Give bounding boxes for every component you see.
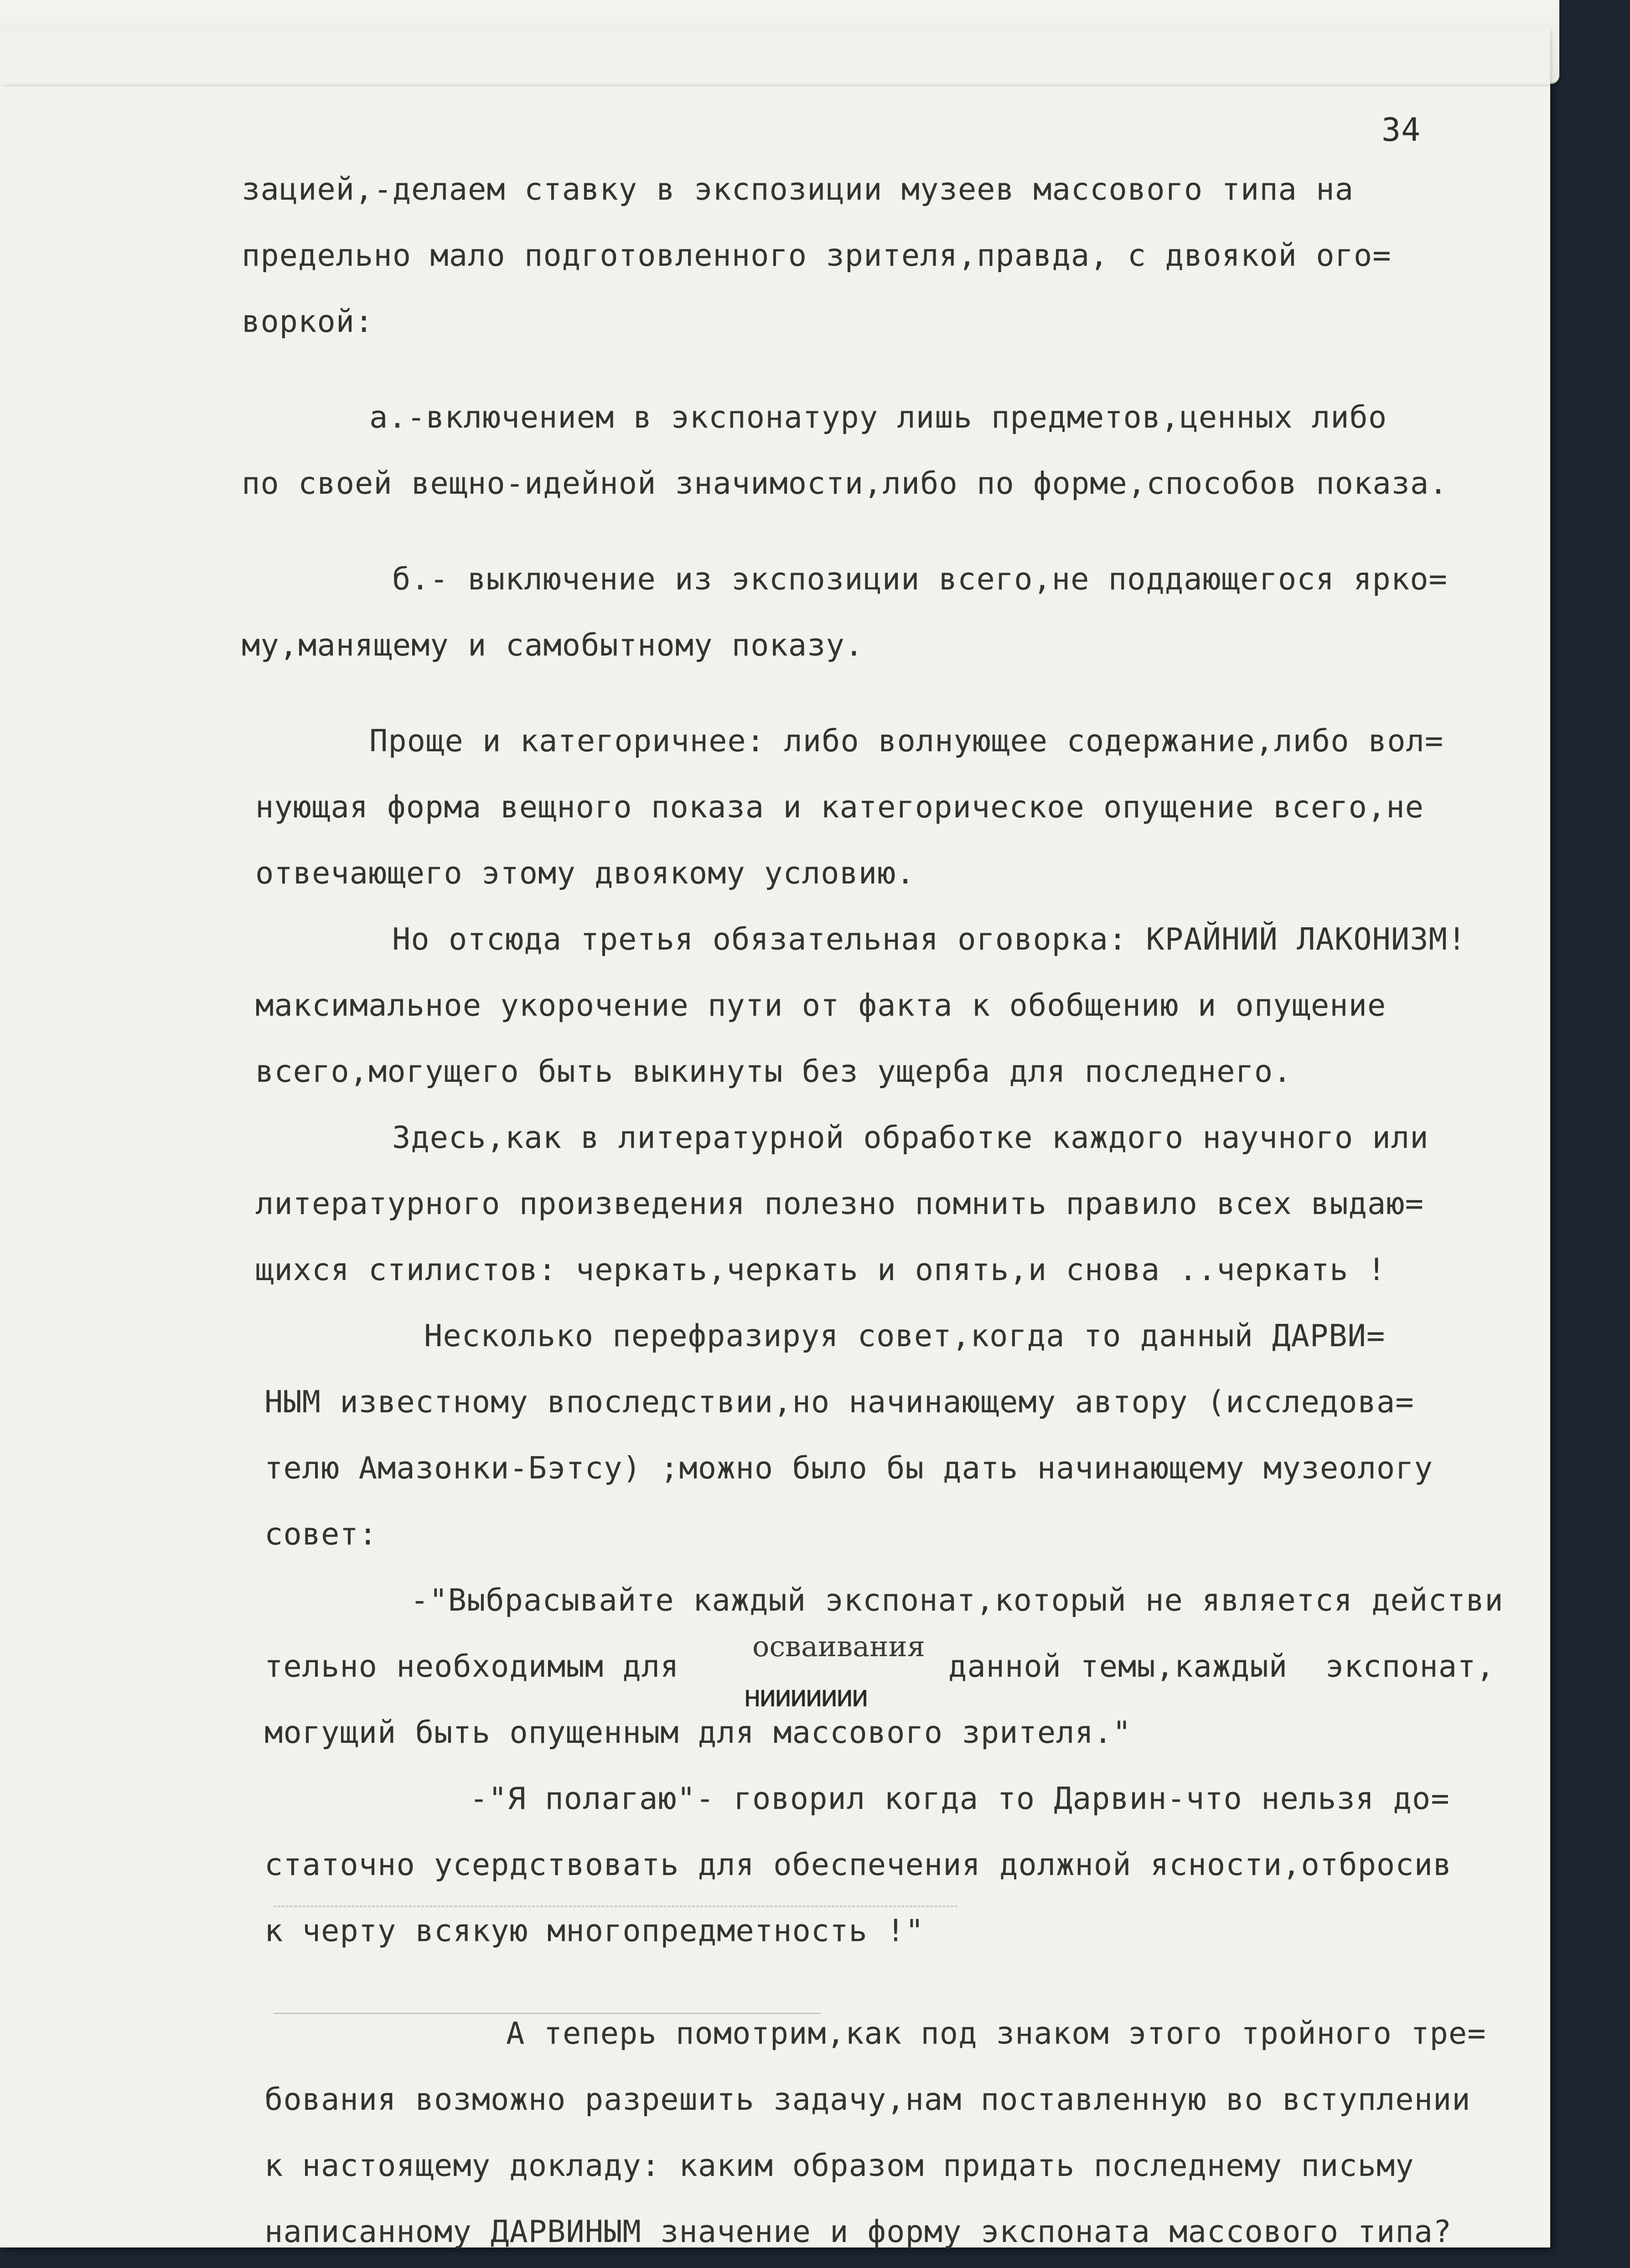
text-line: нующая форма вещного показа и категорическое опущение всего,не: [255, 789, 1424, 825]
text-line: А теперь помотрим,как под знаком этого тройного тре=: [506, 2015, 1486, 2051]
text-line: Но отсюда третья обязательная оговорка: КРАЙНИЙ ЛАКОНИЗМ!: [392, 921, 1467, 957]
text-line: б.- выключение из экспозиции всего,не поддающегося ярко=: [392, 561, 1448, 597]
text-line: тельно необходимым для: [264, 1648, 679, 1684]
faint-rule: [274, 1906, 957, 1907]
text-line: телю Амазонки-Бэтсу) ;можно было бы дать начинающему музеологу: [264, 1450, 1433, 1486]
text-line: бования возможно разрешить задачу,нам поставленную во вступлении: [264, 2082, 1471, 2117]
text-line: могущий быть опущенным для массового зрителя.": [264, 1715, 1132, 1750]
text-line: совет:: [264, 1516, 378, 1552]
text-line: Здесь,как в литературной обработке каждого научного или: [392, 1120, 1429, 1155]
text-line: статочно усердствовать для обеспечения должной ясности,отбросив: [264, 1847, 1452, 1882]
text-line: зацией,-делаем ставку в экспозиции музеев массового типа на: [242, 171, 1354, 207]
text-line: -"Я полагаю"- говорил когда то Дарвин-что нельзя до=: [470, 1781, 1450, 1816]
text-line: Проще и категоричнее: либо волнующее содержание,либо вол=: [369, 723, 1444, 759]
text-line: НЫМ известному впоследствии,но начинающему автору (исследова=: [264, 1384, 1414, 1420]
text-line: отвечающего этому двоякому условию.: [255, 855, 915, 891]
text-line: к настоящему докладу: каким образом придать последнему письму: [264, 2148, 1414, 2183]
text-line: литературного произведения полезно помнить правило всех выдаю=: [255, 1186, 1424, 1221]
text-line: Несколько перефразируя совет,когда то данный ДАРВИ=: [424, 1318, 1386, 1354]
struck-out-word: ниииииии: [743, 1679, 866, 1714]
text-line: предельно мало подготовленного зрителя,правда, с двоякой ого=: [242, 238, 1392, 273]
text-line: написанному ДАРВИНЫМ значение и форму экспоната массового типа?: [264, 2214, 1452, 2249]
text-line: щихся стилистов: черкать,черкать и опять,и снова ..черкать !: [255, 1252, 1387, 1287]
text-line: к черту всякую многопредметность !": [264, 1913, 924, 1948]
text-line: а.-включением в экспонатуру лишь предметов,ценных либо: [369, 399, 1387, 435]
text-line: му,манящему и самобытному показу.: [242, 627, 864, 663]
text-line: воркой:: [242, 304, 374, 339]
handwritten-insertion: осваивания: [752, 1630, 925, 1663]
text-line: максимальное укорочение пути от факта к обобщению и опущение: [255, 987, 1387, 1023]
text-line: данной темы,каждый экспонат,: [948, 1648, 1495, 1684]
text-line: по своей вещно-идейной значимости,либо по форме,способов показа.: [242, 465, 1448, 501]
typewritten-page: [0, 87, 1550, 2247]
text-line: всего,могущего быть выкинуты без ущерба для последнего.: [255, 1054, 1292, 1089]
page-number: 34: [1382, 111, 1421, 149]
text-line: -"Выбрасывайте каждый экспонат,который не является действи: [410, 1582, 1504, 1618]
